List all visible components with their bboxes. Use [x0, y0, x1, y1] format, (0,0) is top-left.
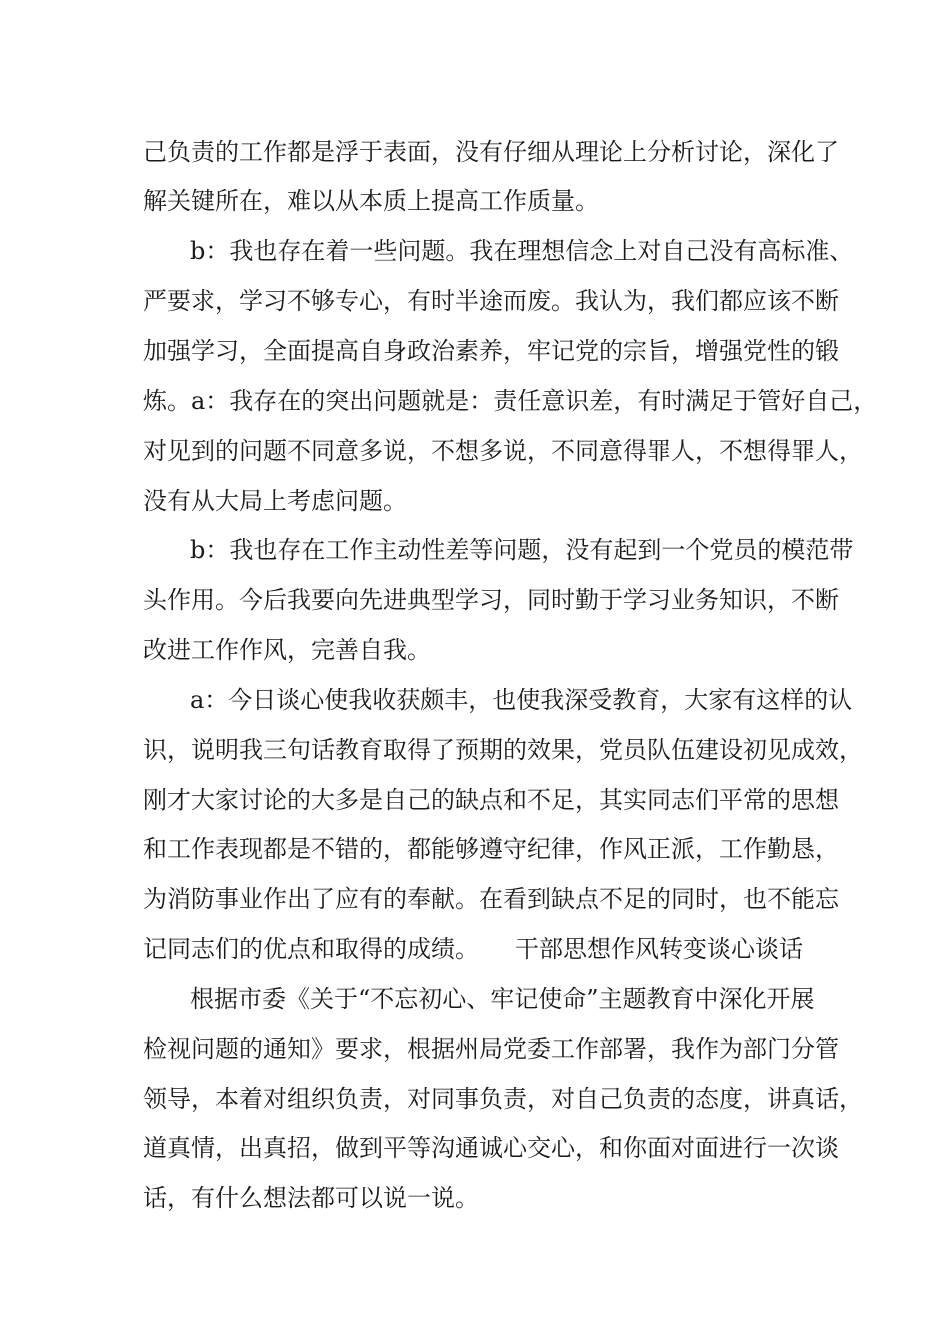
text-line: 解关键所在，难以从本质上提高工作质量。: [143, 187, 599, 215]
text-line: 话，有什么想法都可以说一说。: [143, 1184, 479, 1212]
text-line: 识，说明我三句话教育取得了预期的效果，党员队伍建设初见成效，: [143, 736, 863, 764]
text-line: 领导，本着对组织负责，对同事负责，对自己负责的态度，讲真话，: [143, 1085, 863, 1113]
text-line: 己负责的工作都是浮于表面，没有仔细从理论上分析讨论，深化了: [143, 138, 839, 166]
text-line: 对见到的问题不同意多说，不想多说，不同意得罪人，不想得罪人，: [143, 437, 863, 465]
text-line: a：今日谈心使我收获颇丰，也使我深受教育，大家有这样的认: [190, 686, 853, 714]
text-line: b：我也存在着一些问题。我在理想信念上对自己没有高标准、: [190, 237, 854, 265]
text-line: 没有从大局上考虑问题。: [143, 487, 407, 515]
text-line: 加强学习，全面提高自身政治素养，牢记党的宗旨，增强党性的锻: [143, 337, 839, 365]
text-line: 根据市委《关于“不忘初心、牢记使命”主题教育中深化开展: [190, 985, 815, 1013]
text-line: 刚才大家讨论的大多是自己的缺点和不足，其实同志们平常的思想: [143, 786, 839, 814]
text-line: 检视问题的通知》要求，根据州局党委工作部署，我作为部门分管: [143, 1035, 839, 1063]
text-line: b：我也存在工作主动性差等问题，没有起到一个党员的模范带: [190, 536, 854, 564]
text-line: 为消防事业作出了应有的奉献。在看到缺点不足的同时，也不能忘: [143, 885, 839, 913]
text-line: 严要求，学习不够专心，有时半途而废。我认为，我们都应该不断: [143, 287, 839, 315]
text-line: 头作用。今后我要向先进典型学习，同时勤于学习业务知识，不断: [143, 586, 839, 614]
text-line: 炼。a：我存在的突出问题就是：责任意识差，有时满足于管好自己，: [143, 387, 878, 415]
text-line: 改进工作作风，完善自我。: [143, 636, 431, 664]
text-line: 记同志们的优点和取得的成绩。 干部思想作风转变谈心谈话: [143, 935, 803, 963]
text-line: 道真情，出真招，做到平等沟通诚心交心，和你面对面进行一次谈: [143, 1134, 839, 1162]
text-line: 和工作表现都是不错的，都能够遵守纪律，作风正派，工作勤恳，: [143, 835, 839, 863]
